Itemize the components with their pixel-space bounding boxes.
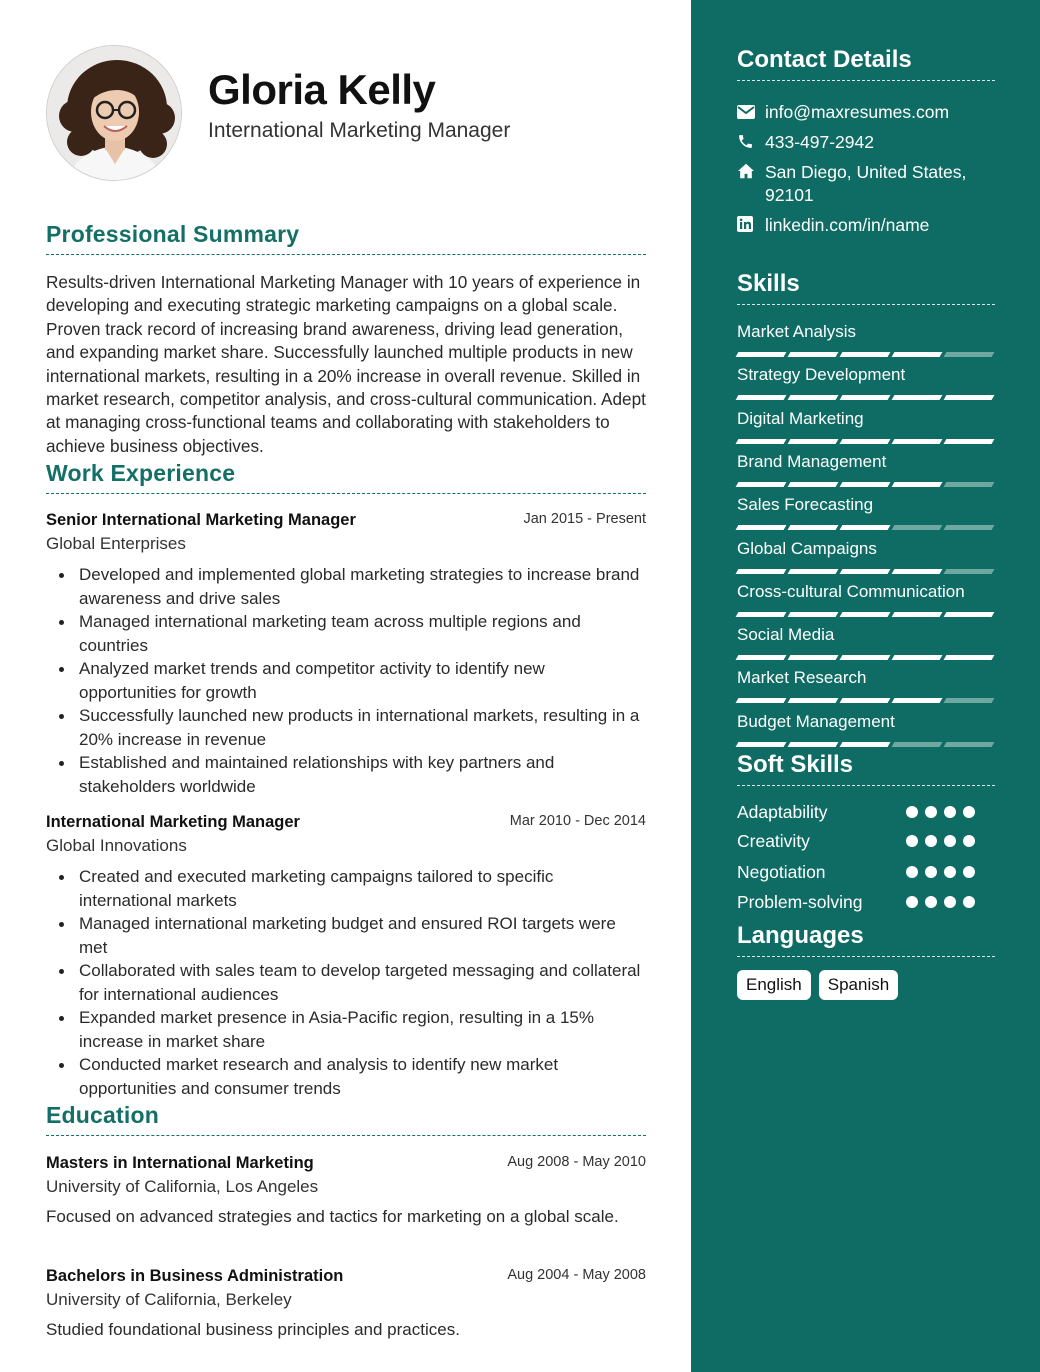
- skill-level-segment: [944, 612, 995, 617]
- job-company: Global Enterprises: [46, 534, 186, 553]
- job-bullet: Successfully launched new products in international markets, resulting in a 20% increase in revenue: [46, 704, 646, 751]
- skill-level-segment: [788, 439, 839, 444]
- contact-address: [737, 161, 995, 207]
- skill-item: [737, 322, 995, 357]
- soft-skill-name: Creativity: [737, 831, 810, 851]
- degree-title: Bachelors in Business Administration: [46, 1267, 344, 1285]
- skill-level-bar: [737, 352, 995, 357]
- skill-level-segment: [840, 569, 891, 574]
- skill-name: Global Campaigns: [737, 538, 877, 558]
- skills-heading: Skills: [737, 270, 800, 297]
- rating-dot: [925, 835, 937, 847]
- languages-list: [737, 970, 898, 1000]
- skill-level-segment: [892, 439, 943, 444]
- skill-level-bar: [737, 612, 995, 617]
- skill-level-segment: [840, 655, 891, 660]
- soft-skill-rating: [906, 896, 975, 908]
- home-icon: [737, 161, 765, 207]
- skill-level-bar: [737, 395, 995, 400]
- phone-icon: [737, 131, 765, 155]
- contact-email[interactable]: [737, 101, 995, 124]
- skill-level-segment: [840, 352, 891, 357]
- skill-level-segment: [736, 569, 787, 574]
- skill-level-segment: [788, 482, 839, 487]
- summary-section-header: [46, 221, 646, 255]
- skill-level-bar: [737, 655, 995, 660]
- job-title: Senior International Marketing Manager: [46, 511, 356, 529]
- job-entry: [46, 511, 646, 798]
- skill-level-segment: [944, 569, 995, 574]
- divider: [737, 304, 995, 305]
- divider: [737, 785, 995, 786]
- skill-name: Sales Forecasting: [737, 495, 874, 515]
- job-bullet: Established and maintained relationships with key partners and stakeholders worldwide: [46, 751, 646, 798]
- skill-level-segment: [944, 698, 995, 703]
- education-date: Aug 2004 - May 2008: [507, 1267, 646, 1283]
- soft-skill-item: [737, 862, 995, 888]
- skill-level-segment: [788, 655, 839, 660]
- skill-level-segment: [892, 612, 943, 617]
- experience-section-header: [46, 460, 646, 494]
- education-description: Focused on advanced strategies and tactics for marketing on a global scale.: [46, 1207, 619, 1226]
- skill-level-segment: [788, 569, 839, 574]
- education-heading: Education: [46, 1102, 159, 1128]
- school-name: University of California, Berkeley: [46, 1290, 292, 1309]
- skill-level-segment: [944, 525, 995, 530]
- education-description: Studied foundational business principles and practices.: [46, 1320, 460, 1339]
- rating-dot: [925, 806, 937, 818]
- summary-heading: Professional Summary: [46, 221, 300, 247]
- skill-level-bar: [737, 742, 995, 747]
- candidate-name: Gloria Kelly: [208, 66, 436, 113]
- skill-item: [737, 539, 995, 574]
- skill-item: [737, 495, 995, 530]
- job-bullet: Collaborated with sales team to develop targeted messaging and collateral for international audiences: [46, 959, 646, 1006]
- skill-level-segment: [736, 395, 787, 400]
- skill-level-segment: [840, 395, 891, 400]
- skill-level-segment: [788, 612, 839, 617]
- job-bullet: Analyzed market trends and competitor activity to identify new opportunities for growth: [46, 657, 646, 704]
- rating-dot: [944, 835, 956, 847]
- job-bullet: Managed international marketing budget and ensured ROI targets were met: [46, 912, 646, 959]
- skill-level-segment: [944, 439, 995, 444]
- skill-level-bar: [737, 569, 995, 574]
- skill-level-segment: [892, 742, 943, 747]
- phone-text: 433-497-2942: [765, 132, 874, 152]
- skill-level-segment: [892, 569, 943, 574]
- rating-dot: [944, 896, 956, 908]
- education-section-header: [46, 1102, 646, 1136]
- degree-title: Masters in International Marketing: [46, 1154, 314, 1172]
- skill-level-segment: [736, 655, 787, 660]
- rating-dot: [963, 896, 975, 908]
- skill-level-segment: [892, 482, 943, 487]
- skill-level-segment: [944, 352, 995, 357]
- divider: [46, 493, 646, 494]
- avatar: [46, 45, 182, 181]
- skill-name: Social Media: [737, 625, 835, 645]
- email-text: info@maxresumes.com: [765, 102, 950, 122]
- soft-skill-name: Adaptability: [737, 802, 828, 822]
- skill-level-segment: [944, 482, 995, 487]
- rating-dot: [963, 866, 975, 878]
- skill-name: Digital Marketing: [737, 408, 864, 428]
- contact-heading: Contact Details: [737, 46, 912, 73]
- skill-level-bar: [737, 482, 995, 487]
- skill-level-bar: [737, 698, 995, 703]
- address-text: San Diego, United States, 92101: [765, 162, 967, 205]
- skill-level-segment: [840, 482, 891, 487]
- linkedin-icon: [737, 214, 765, 237]
- contact-phone[interactable]: [737, 131, 995, 155]
- skill-level-segment: [944, 655, 995, 660]
- linkedin-text: linkedin.com/in/name: [765, 215, 930, 235]
- skill-level-segment: [840, 525, 891, 530]
- skill-level-segment: [892, 525, 943, 530]
- school-name: University of California, Los Angeles: [46, 1177, 319, 1196]
- skill-item: [737, 409, 995, 444]
- skill-name: Market Analysis: [737, 322, 857, 341]
- skill-name: Strategy Development: [737, 365, 906, 385]
- soft-skill-name: Negotiation: [737, 862, 826, 882]
- job-date: Mar 2010 - Dec 2014: [509, 813, 646, 829]
- job-bullets: [46, 563, 646, 798]
- skill-level-segment: [788, 698, 839, 703]
- profile-photo: [47, 46, 182, 181]
- rating-dot: [925, 896, 937, 908]
- rating-dot: [963, 806, 975, 818]
- job-entry: [46, 813, 646, 1100]
- summary-text: Results-driven International Marketing Manager with 10 years of experience in developing and executing strategic marketing campaigns on a global scale. Proven track record of increasing brand awareness, driving lead generation, and expanding market share. Successfully launched multiple products in new international markets, resulting in a 20% increase in overall revenue. Skilled in market research, competitor analysis, and cross-cultural communication. Adept at managing cross-functional teams and collaborating with stakeholders to achieve business objectives.: [46, 272, 646, 456]
- skill-item: [737, 365, 995, 400]
- skill-level-segment: [840, 698, 891, 703]
- skill-level-segment: [892, 395, 943, 400]
- skill-level-segment: [944, 395, 995, 400]
- divider: [46, 254, 646, 255]
- job-bullet: Expanded market presence in Asia-Pacific region, resulting in a 15% increase in market share: [46, 1006, 646, 1053]
- languages-section-header: [737, 922, 995, 957]
- skill-level-segment: [736, 482, 787, 487]
- skill-level-segment: [892, 655, 943, 660]
- skill-level-segment: [840, 742, 891, 747]
- education-date: Aug 2008 - May 2010: [507, 1154, 646, 1170]
- skill-level-bar: [737, 525, 995, 530]
- skill-level-bar: [737, 439, 995, 444]
- skill-level-segment: [736, 525, 787, 530]
- skill-level-segment: [788, 352, 839, 357]
- soft-skill-name: Problem-solving: [737, 892, 863, 912]
- rating-dot: [944, 866, 956, 878]
- skill-level-segment: [736, 352, 787, 357]
- skill-level-segment: [840, 612, 891, 617]
- soft-skill-rating: [906, 866, 975, 878]
- skill-level-segment: [736, 439, 787, 444]
- rating-dot: [963, 835, 975, 847]
- skill-level-segment: [892, 698, 943, 703]
- skill-item: [737, 452, 995, 487]
- divider: [46, 1135, 646, 1136]
- divider: [737, 80, 995, 81]
- language-tag: English: [737, 970, 811, 1000]
- soft-skill-item: [737, 892, 995, 918]
- rating-dot: [906, 896, 918, 908]
- soft-skill-rating: [906, 835, 975, 847]
- rating-dot: [925, 866, 937, 878]
- skill-level-segment: [736, 742, 787, 747]
- education-entry: [46, 1267, 646, 1342]
- envelope-icon: [737, 101, 765, 124]
- skill-item: [737, 625, 995, 660]
- education-entry: [46, 1154, 646, 1229]
- soft-skill-item: [737, 802, 995, 828]
- rating-dot: [944, 806, 956, 818]
- candidate-role: International Marketing Manager: [208, 119, 511, 142]
- soft-skills-section-header: [737, 751, 995, 786]
- sidebar: [691, 0, 1040, 1372]
- languages-heading: Languages: [737, 922, 864, 949]
- skill-item: [737, 712, 995, 747]
- job-bullet: Created and executed marketing campaigns tailored to specific international markets: [46, 865, 646, 912]
- job-date: Jan 2015 - Present: [523, 511, 646, 527]
- skill-name: Cross-cultural Communication: [737, 581, 965, 601]
- divider: [737, 956, 995, 957]
- soft-skill-rating: [906, 806, 975, 818]
- skill-level-segment: [788, 525, 839, 530]
- skill-name: Brand Management: [737, 451, 887, 471]
- job-bullet: Developed and implemented global marketing strategies to increase brand awareness and drive sales: [46, 563, 646, 610]
- language-tag: Spanish: [819, 970, 898, 1000]
- job-bullets: [46, 865, 646, 1100]
- skill-level-segment: [736, 612, 787, 617]
- job-bullet: Managed international marketing team across multiple regions and countries: [46, 610, 646, 657]
- skill-level-segment: [736, 698, 787, 703]
- rating-dot: [906, 835, 918, 847]
- contact-section-header: [737, 46, 995, 81]
- skill-name: Budget Management: [737, 711, 895, 731]
- skill-level-segment: [944, 742, 995, 747]
- job-title: International Marketing Manager: [46, 813, 300, 831]
- rating-dot: [906, 806, 918, 818]
- skill-level-segment: [892, 352, 943, 357]
- job-company: Global Innovations: [46, 836, 187, 855]
- skill-item: [737, 582, 995, 617]
- rating-dot: [906, 866, 918, 878]
- soft-skill-item: [737, 831, 995, 857]
- contact-linkedin[interactable]: [737, 214, 995, 237]
- skills-section-header: [737, 270, 995, 305]
- job-bullet: Conducted market research and analysis to identify new market opportunities and consumer trends: [46, 1053, 646, 1100]
- skill-level-segment: [788, 742, 839, 747]
- skill-name: Market Research: [737, 668, 867, 688]
- experience-heading: Work Experience: [46, 460, 236, 486]
- soft-skills-heading: Soft Skills: [737, 751, 854, 778]
- skill-level-segment: [788, 395, 839, 400]
- skill-level-segment: [840, 439, 891, 444]
- skill-item: [737, 668, 995, 703]
